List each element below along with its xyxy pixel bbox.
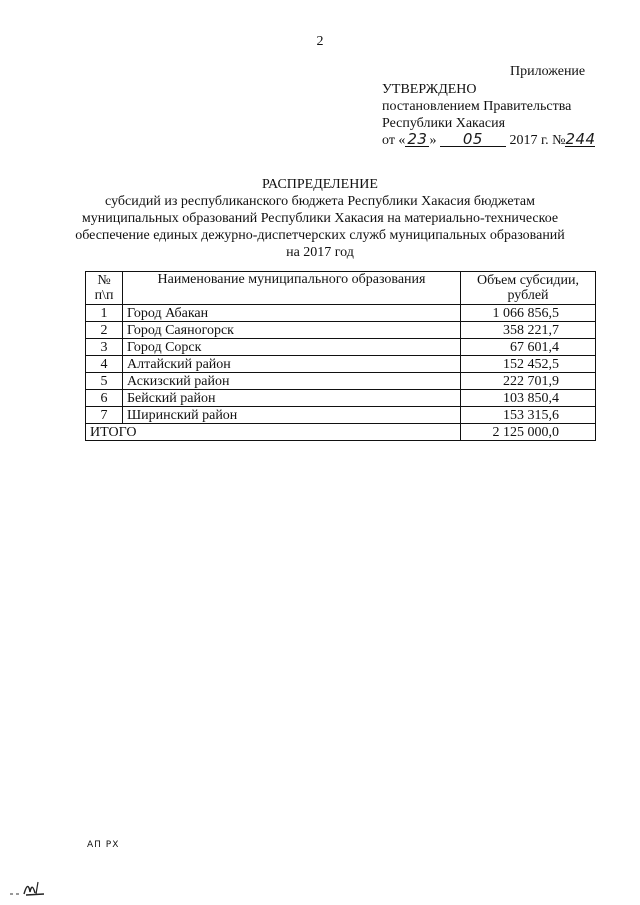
row-name: Город Саяногорск [123, 322, 461, 339]
row-value: 222 701,9 [461, 373, 596, 390]
appendix-label: Приложение [510, 64, 586, 79]
row-number: 6 [86, 390, 123, 407]
table-row [86, 356, 596, 373]
row-number: 1 [86, 305, 123, 322]
row-value: 152 452,5 [461, 356, 596, 373]
row-number: 2 [86, 322, 123, 339]
header-number-line: № [97, 273, 111, 288]
footer-code: АП РХ [87, 840, 120, 850]
header-value-line: рублей [507, 288, 549, 303]
page-number: 2 [316, 34, 324, 49]
table-header-row [86, 272, 596, 305]
row-value: 103 850,4 [461, 390, 596, 407]
approved-heading: УТВЕРЖДЕНО [382, 82, 477, 97]
row-name: Город Сорск [123, 339, 461, 356]
header-value-line: Объем субсидии, [477, 273, 579, 288]
row-name: Алтайский район [123, 356, 461, 373]
subtitle-line: муниципальных образований Республики Хакасия на материально-техническое [81, 211, 559, 226]
approval-month: 05 [440, 132, 506, 147]
document-subtitle [60, 193, 580, 261]
approval-block [382, 81, 595, 149]
header-value [461, 272, 596, 305]
row-name: Бейский район [123, 390, 461, 407]
subtitle-line: обеспечение единых дежурно-диспетчерских служб муниципальных образований [75, 228, 565, 243]
row-value: 358 221,7 [461, 322, 596, 339]
total-value: 2 125 000,0 [461, 424, 596, 441]
approval-date-line [382, 132, 595, 149]
row-value: 1 066 856,5 [461, 305, 596, 322]
row-number: 7 [86, 407, 123, 424]
row-value: 67 601,4 [461, 339, 596, 356]
year-label: 2017 г. № [509, 133, 566, 148]
row-name: Аскизский район [123, 373, 461, 390]
from-label: от « [382, 133, 406, 148]
approval-day: 23 [407, 130, 428, 148]
subsidy-table [85, 271, 596, 441]
approval-line-1: постановлением Правительства [382, 99, 572, 114]
total-label: ИТОГО [86, 424, 461, 441]
row-value: 153 315,6 [461, 407, 596, 424]
row-number: 5 [86, 373, 123, 390]
header-name: Наименование муниципального образования [123, 272, 461, 305]
table-row [86, 339, 596, 356]
table-total-row [86, 424, 596, 441]
document-title: РАСПРЕДЕЛЕНИЕ [262, 177, 378, 192]
table-row [86, 322, 596, 339]
subtitle-line: на 2017 год [286, 245, 354, 260]
approval-number: 244 [565, 130, 596, 148]
row-name: Город Абакан [123, 305, 461, 322]
table-row [86, 305, 596, 322]
approval-line-2: Республики Хакасия [382, 116, 506, 131]
table-row [86, 390, 596, 407]
subtitle-line: субсидий из республиканского бюджета Республики Хакасия бюджетам [105, 194, 535, 209]
row-number: 3 [86, 339, 123, 356]
close-quote: » [429, 133, 437, 148]
row-number: 4 [86, 356, 123, 373]
header-number-line: п\п [94, 288, 114, 303]
row-name: Ширинский район [123, 407, 461, 424]
table-row [86, 373, 596, 390]
table-row [86, 407, 596, 424]
handwritten-mark [8, 876, 48, 898]
header-number [86, 272, 123, 305]
